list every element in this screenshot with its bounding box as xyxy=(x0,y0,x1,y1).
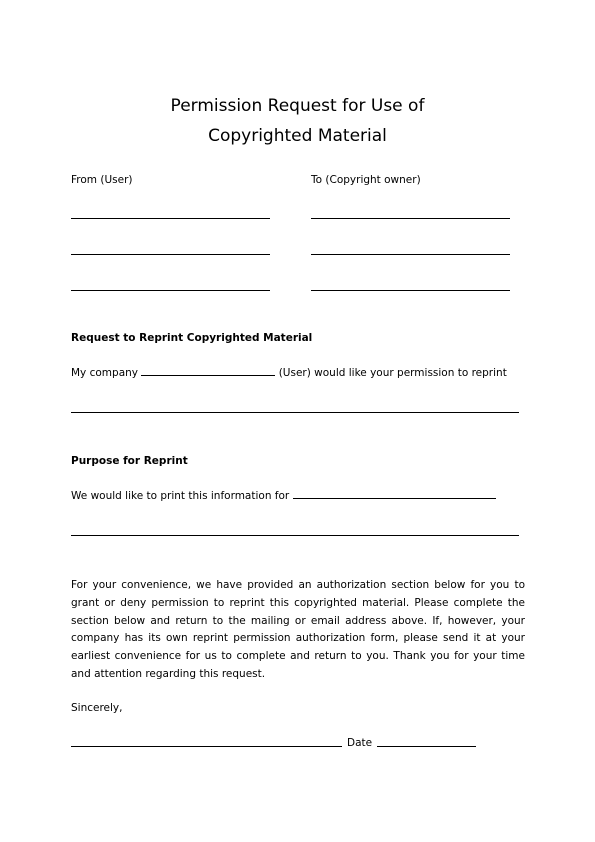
purpose-for-reprint-heading: Purpose for Reprint xyxy=(71,455,188,467)
closing-sincerely: Sincerely, xyxy=(71,702,123,714)
signature-line[interactable] xyxy=(71,746,342,747)
from-address-line-2[interactable] xyxy=(71,254,270,255)
purpose-continuation-line[interactable] xyxy=(71,535,519,536)
company-request-suffix: (User) would like your permission to reprint xyxy=(278,367,507,379)
document-title-line-2: Copyrighted Material xyxy=(208,126,387,146)
purpose-prefix: We would like to print this information for xyxy=(71,490,290,502)
from-address-line-3[interactable] xyxy=(71,290,270,291)
to-copyright-owner-label: To (Copyright owner) xyxy=(311,174,421,186)
from-address-line-1[interactable] xyxy=(71,218,270,219)
company-request-prefix: My company xyxy=(71,367,139,379)
company-request-sentence xyxy=(71,366,507,380)
company-name-field[interactable] xyxy=(141,367,275,376)
from-user-label: From (User) xyxy=(71,174,133,186)
reprint-material-line[interactable] xyxy=(71,412,519,413)
to-address-line-1[interactable] xyxy=(311,218,510,219)
authorization-paragraph: For your convenience, we have provided an authorization section below for you to grant or deny permission to reprint this copyrighted material. Please complete the section below and return to the mailing or email address above. If, however, your company has its own reprint permission authorization form, please send it at your earliest convenience for us to complete and return to you. Thank you for your time and attention regarding this request. xyxy=(71,579,525,680)
to-address-line-2[interactable] xyxy=(311,254,510,255)
request-to-reprint-heading: Request to Reprint Copyrighted Material xyxy=(71,332,313,344)
date-label: Date xyxy=(347,737,373,749)
document-title-line-1: Permission Request for Use of xyxy=(170,96,425,116)
to-address-line-3[interactable] xyxy=(311,290,510,291)
purpose-field[interactable] xyxy=(293,490,496,499)
date-field[interactable] xyxy=(377,746,476,747)
purpose-sentence xyxy=(71,489,496,503)
